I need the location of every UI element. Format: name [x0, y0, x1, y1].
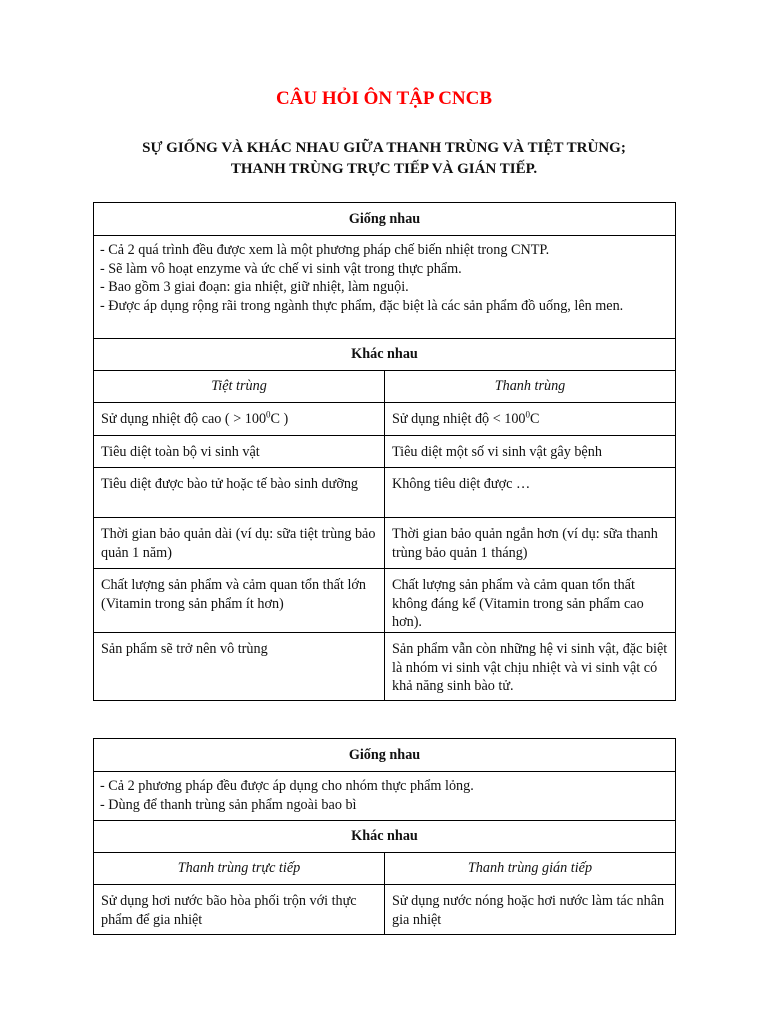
- table-cell: Sử dụng nước nóng hoặc hơi nước làm tác nhân gia nhiệt: [385, 885, 676, 935]
- column-header-left: Thanh trùng trực tiếp: [94, 853, 385, 885]
- sterilization-comparison-table: [93, 202, 676, 701]
- table-cell: [94, 403, 385, 436]
- temp-text: C ): [270, 411, 289, 427]
- list-item: - Sẽ làm vô hoạt enzyme và ức chế vi sinh vật trong thực phẩm.: [100, 260, 462, 277]
- column-header-right: Thanh trùng: [385, 371, 676, 403]
- table-cell: Tiêu diệt một số vi sinh vật gây bệnh: [385, 436, 676, 468]
- subtitle-line-1: SỰ GIỐNG VÀ KHÁC NHAU GIỮA THANH TRÙNG VÀ TIỆT TRÙNG;: [142, 140, 626, 156]
- superscript: 0: [525, 409, 531, 420]
- table-cell: Thời gian bảo quản ngắn hơn (ví dụ: sữa thanh trùng bảo quản 1 tháng): [385, 518, 676, 569]
- page-title: CÂU HỎI ÔN TẬP CNCB: [275, 88, 493, 109]
- superscript: 0: [266, 409, 271, 420]
- table-cell: Sử dụng hơi nước bão hòa phối trộn với thực phẩm để gia nhiệt: [94, 885, 385, 935]
- column-header-right: Thanh trùng gián tiếp: [385, 853, 676, 885]
- table-cell: Chất lượng sản phẩm và cảm quan tổn thất lớn (Vitamin trong sản phẩm ít hơn): [94, 569, 385, 633]
- temp-text: C: [530, 411, 540, 427]
- table-cell: Tiêu diệt toàn bộ vi sinh vật: [94, 436, 385, 468]
- table-row: [94, 436, 676, 468]
- list-item: - Bao gồm 3 giai đoạn: gia nhiệt, giữ nhiệt, làm nguội.: [100, 279, 409, 295]
- table-cell: [385, 403, 676, 436]
- list-item: - Được áp dụng rộng rãi trong ngành thực phẩm, đặc biệt là các sản phẩm đồ uống, lên men.: [100, 297, 624, 314]
- similarities-content: [94, 236, 676, 339]
- list-item: - Cả 2 phương pháp đều được áp dụng cho nhóm thực phẩm lỏng.: [100, 778, 474, 794]
- table-cell: Sản phẩm sẽ trở nên vô trùng: [94, 633, 385, 701]
- similarities-content: [94, 772, 676, 821]
- list-item: - Dùng để thanh trùng sản phẩm ngoài bao bì: [100, 796, 357, 813]
- similarities-header: Giống nhau: [94, 203, 676, 236]
- table-row: [94, 468, 676, 518]
- temp-text: Sử dụng nhiệt độ cao ( > 100: [101, 411, 267, 427]
- table-row: [94, 569, 676, 633]
- table-cell: Sản phẩm vẫn còn những hệ vi sinh vật, đặc biệt là nhóm vi sinh vật chịu nhiệt và vi sinh vật có khả năng sinh bào tử.: [385, 633, 676, 701]
- page-subtitle: [0, 138, 768, 180]
- column-header-left: Tiệt trùng: [94, 371, 385, 403]
- list-item: - Cả 2 quá trình đều được xem là một phương pháp chế biến nhiệt trong CNTP.: [100, 242, 550, 258]
- pasteurization-method-table: [93, 738, 676, 935]
- table-cell: Không tiêu diệt được …: [385, 468, 676, 518]
- differences-header: Khác nhau: [94, 339, 676, 371]
- temp-text: Sử dụng nhiệt độ < 100: [392, 411, 526, 427]
- table-cell: Thời gian bảo quản dài (ví dụ: sữa tiệt trùng bảo quản 1 năm): [94, 518, 385, 569]
- table-cell: Tiêu diệt được bào tử hoặc tế bào sinh dưỡng: [94, 468, 385, 518]
- table-row: [94, 403, 676, 436]
- table-row: [94, 518, 676, 569]
- table-cell: Chất lượng sản phẩm và cảm quan tổn thất không đáng kể (Vitamin trong sản phẩm cao hơn).: [385, 569, 676, 633]
- table-row: [94, 885, 676, 935]
- table-row: [94, 633, 676, 701]
- subtitle-line-2: THANH TRÙNG TRỰC TIẾP VÀ GIÁN TIẾP.: [230, 161, 538, 177]
- differences-header: Khác nhau: [94, 821, 676, 853]
- similarities-header: Giống nhau: [94, 739, 676, 772]
